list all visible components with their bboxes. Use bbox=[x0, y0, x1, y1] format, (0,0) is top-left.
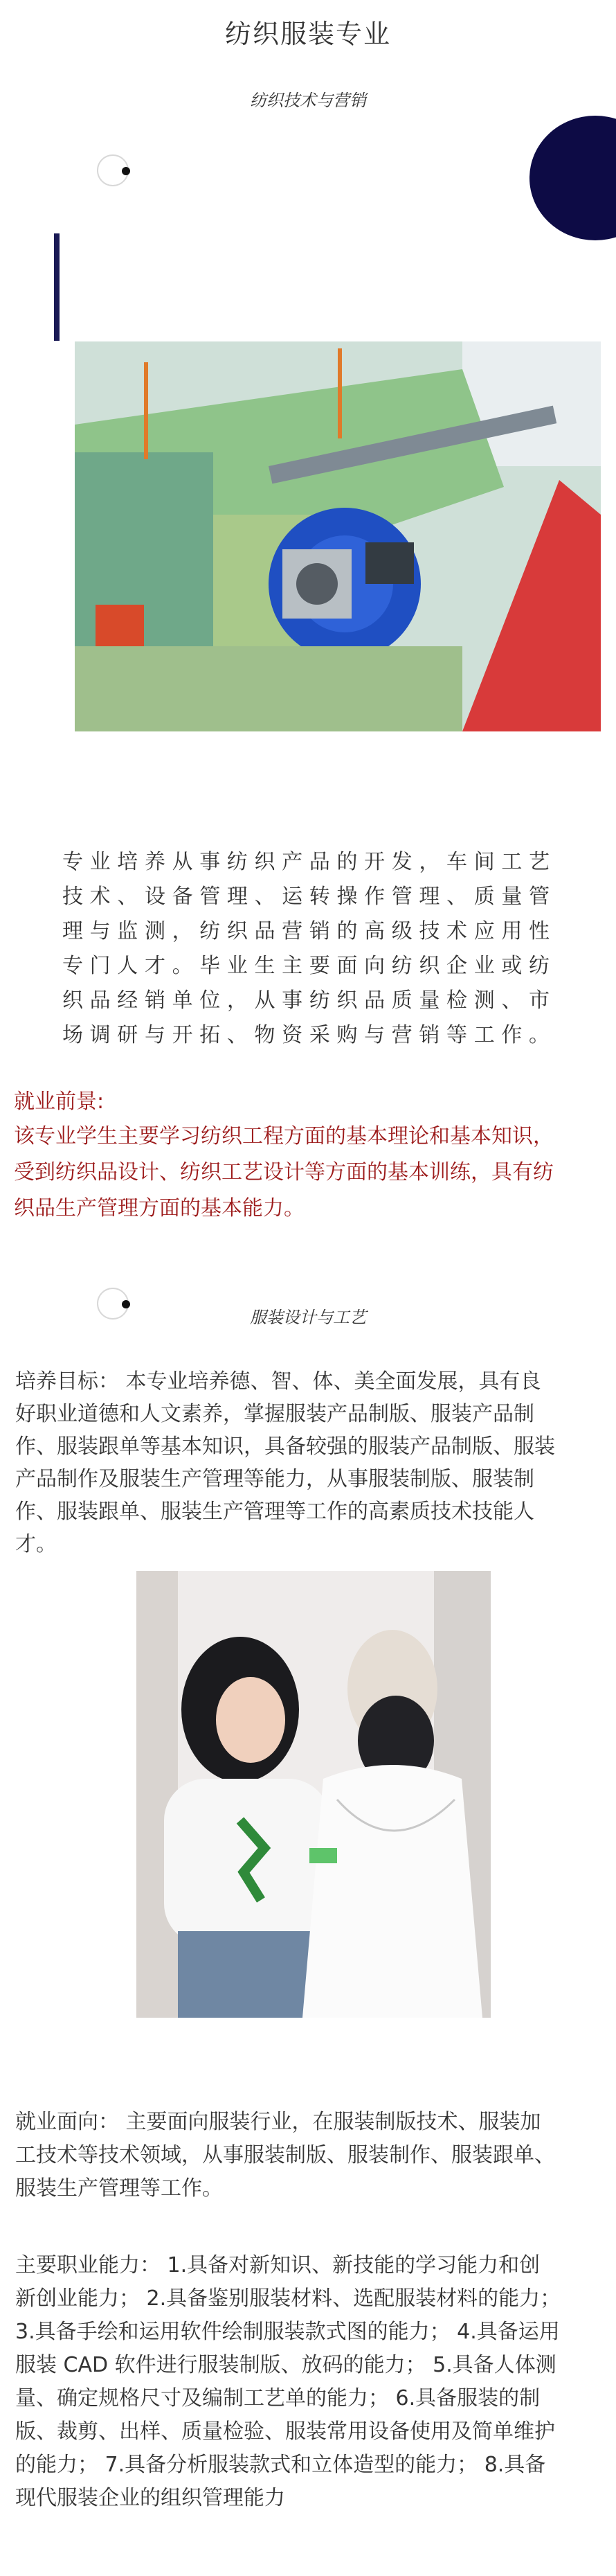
goal-line: 才。 bbox=[15, 1532, 57, 1556]
section-label-fashion: 服装设计与工艺 bbox=[250, 1308, 366, 1327]
fashion-design-photo bbox=[136, 1571, 491, 2018]
vertical-accent-bar bbox=[54, 233, 60, 341]
navy-circle-decoration bbox=[529, 116, 616, 240]
ability-line: 主要职业能力： 1.具备对新知识、新技能的学习能力和创 bbox=[15, 2253, 541, 2277]
ability-line: 3.具备手绘和运用软件绘制服装款式图的能力； 4.具备运用 bbox=[15, 2320, 560, 2344]
textile-machine-photo bbox=[75, 341, 601, 731]
training-goal-paragraph bbox=[15, 1365, 604, 1561]
intro-line: 专业培养从事纺织产品的开发，车间工艺 bbox=[62, 850, 550, 874]
goal-line: 作、服装跟单、服装生产管理等工作的高素质技术技能人 bbox=[15, 1500, 534, 1524]
textile-machine-illustration bbox=[75, 341, 601, 731]
page-title: 纺织服装专业 bbox=[224, 19, 391, 49]
ability-line: 的能力； 7.具备分析服装款式和立体造型的能力； 8.具备 bbox=[15, 2453, 546, 2477]
prospect-title: 就业前景: bbox=[14, 1090, 105, 1114]
goal-line: 好职业道德和人文素养，掌握服装产品制版、服装产品制 bbox=[15, 1402, 534, 1426]
intro-line: 专门人才。毕业生主要面向纺织企业或纺 bbox=[62, 954, 550, 978]
employment-paragraph bbox=[15, 2106, 604, 2205]
intro-line: 场调研与开拓、物资采购与营销等工作。 bbox=[62, 1023, 550, 1047]
goal-line: 培养目标： 本专业培养德、智、体、美全面发展，具有良 bbox=[15, 1369, 541, 1394]
prospect-paragraph bbox=[14, 1119, 602, 1227]
goal-line: 产品制作及服装生产管理等能力，从事服装制版、服装制 bbox=[15, 1467, 534, 1491]
dot-icon bbox=[122, 167, 130, 175]
abilities-paragraph bbox=[15, 2249, 604, 2515]
ability-line: 新创业能力； 2.具备鉴别服装材料、选配服装材料的能力； bbox=[15, 2286, 561, 2311]
intro-line: 织品经销单位，从事纺织品质量检测、市 bbox=[62, 988, 550, 1013]
ring-bullet-icon bbox=[97, 154, 129, 186]
intro-paragraph bbox=[62, 845, 550, 1053]
employment-line: 工技术等技术领域，从事服装制版、服装制作、服装跟单、 bbox=[15, 2143, 555, 2167]
ability-line: 现代服装企业的组织管理能力 bbox=[15, 2486, 285, 2510]
section-label-textile: 纺织技术与营销 bbox=[250, 91, 366, 110]
intro-line: 技术、设备管理、运转操作管理、质量管 bbox=[62, 885, 550, 909]
ability-line: 量、确定规格尺寸及编制工艺单的能力； 6.具备服装的制 bbox=[15, 2386, 541, 2410]
prospect-line: 织品生产管理方面的基本能力。 bbox=[14, 1196, 305, 1220]
ability-line: 服装 CAD 软件进行服装制版、放码的能力； 5.具备人体测 bbox=[15, 2353, 556, 2377]
goal-line: 作、服装跟单等基本知识，具备较强的服装产品制版、服装 bbox=[15, 1434, 555, 1459]
prospect-line: 该专业学生主要学习纺织工程方面的基本理论和基本知识， bbox=[14, 1124, 554, 1148]
ability-line: 版、裁剪、出样、质量检验、服装常用设备使用及简单维护 bbox=[15, 2419, 555, 2444]
intro-line: 理与监测，纺织品营销的高级技术应用性 bbox=[62, 919, 550, 943]
employment-line: 服装生产管理等工作。 bbox=[15, 2176, 223, 2201]
fashion-illustration bbox=[136, 1571, 491, 2018]
employment-line: 就业面向： 主要面向服装行业，在服装制版技术、服装加 bbox=[15, 2110, 541, 2134]
prospect-line: 受到纺织品设计、纺织工艺设计等方面的基本训练，具有纺 bbox=[14, 1160, 554, 1184]
